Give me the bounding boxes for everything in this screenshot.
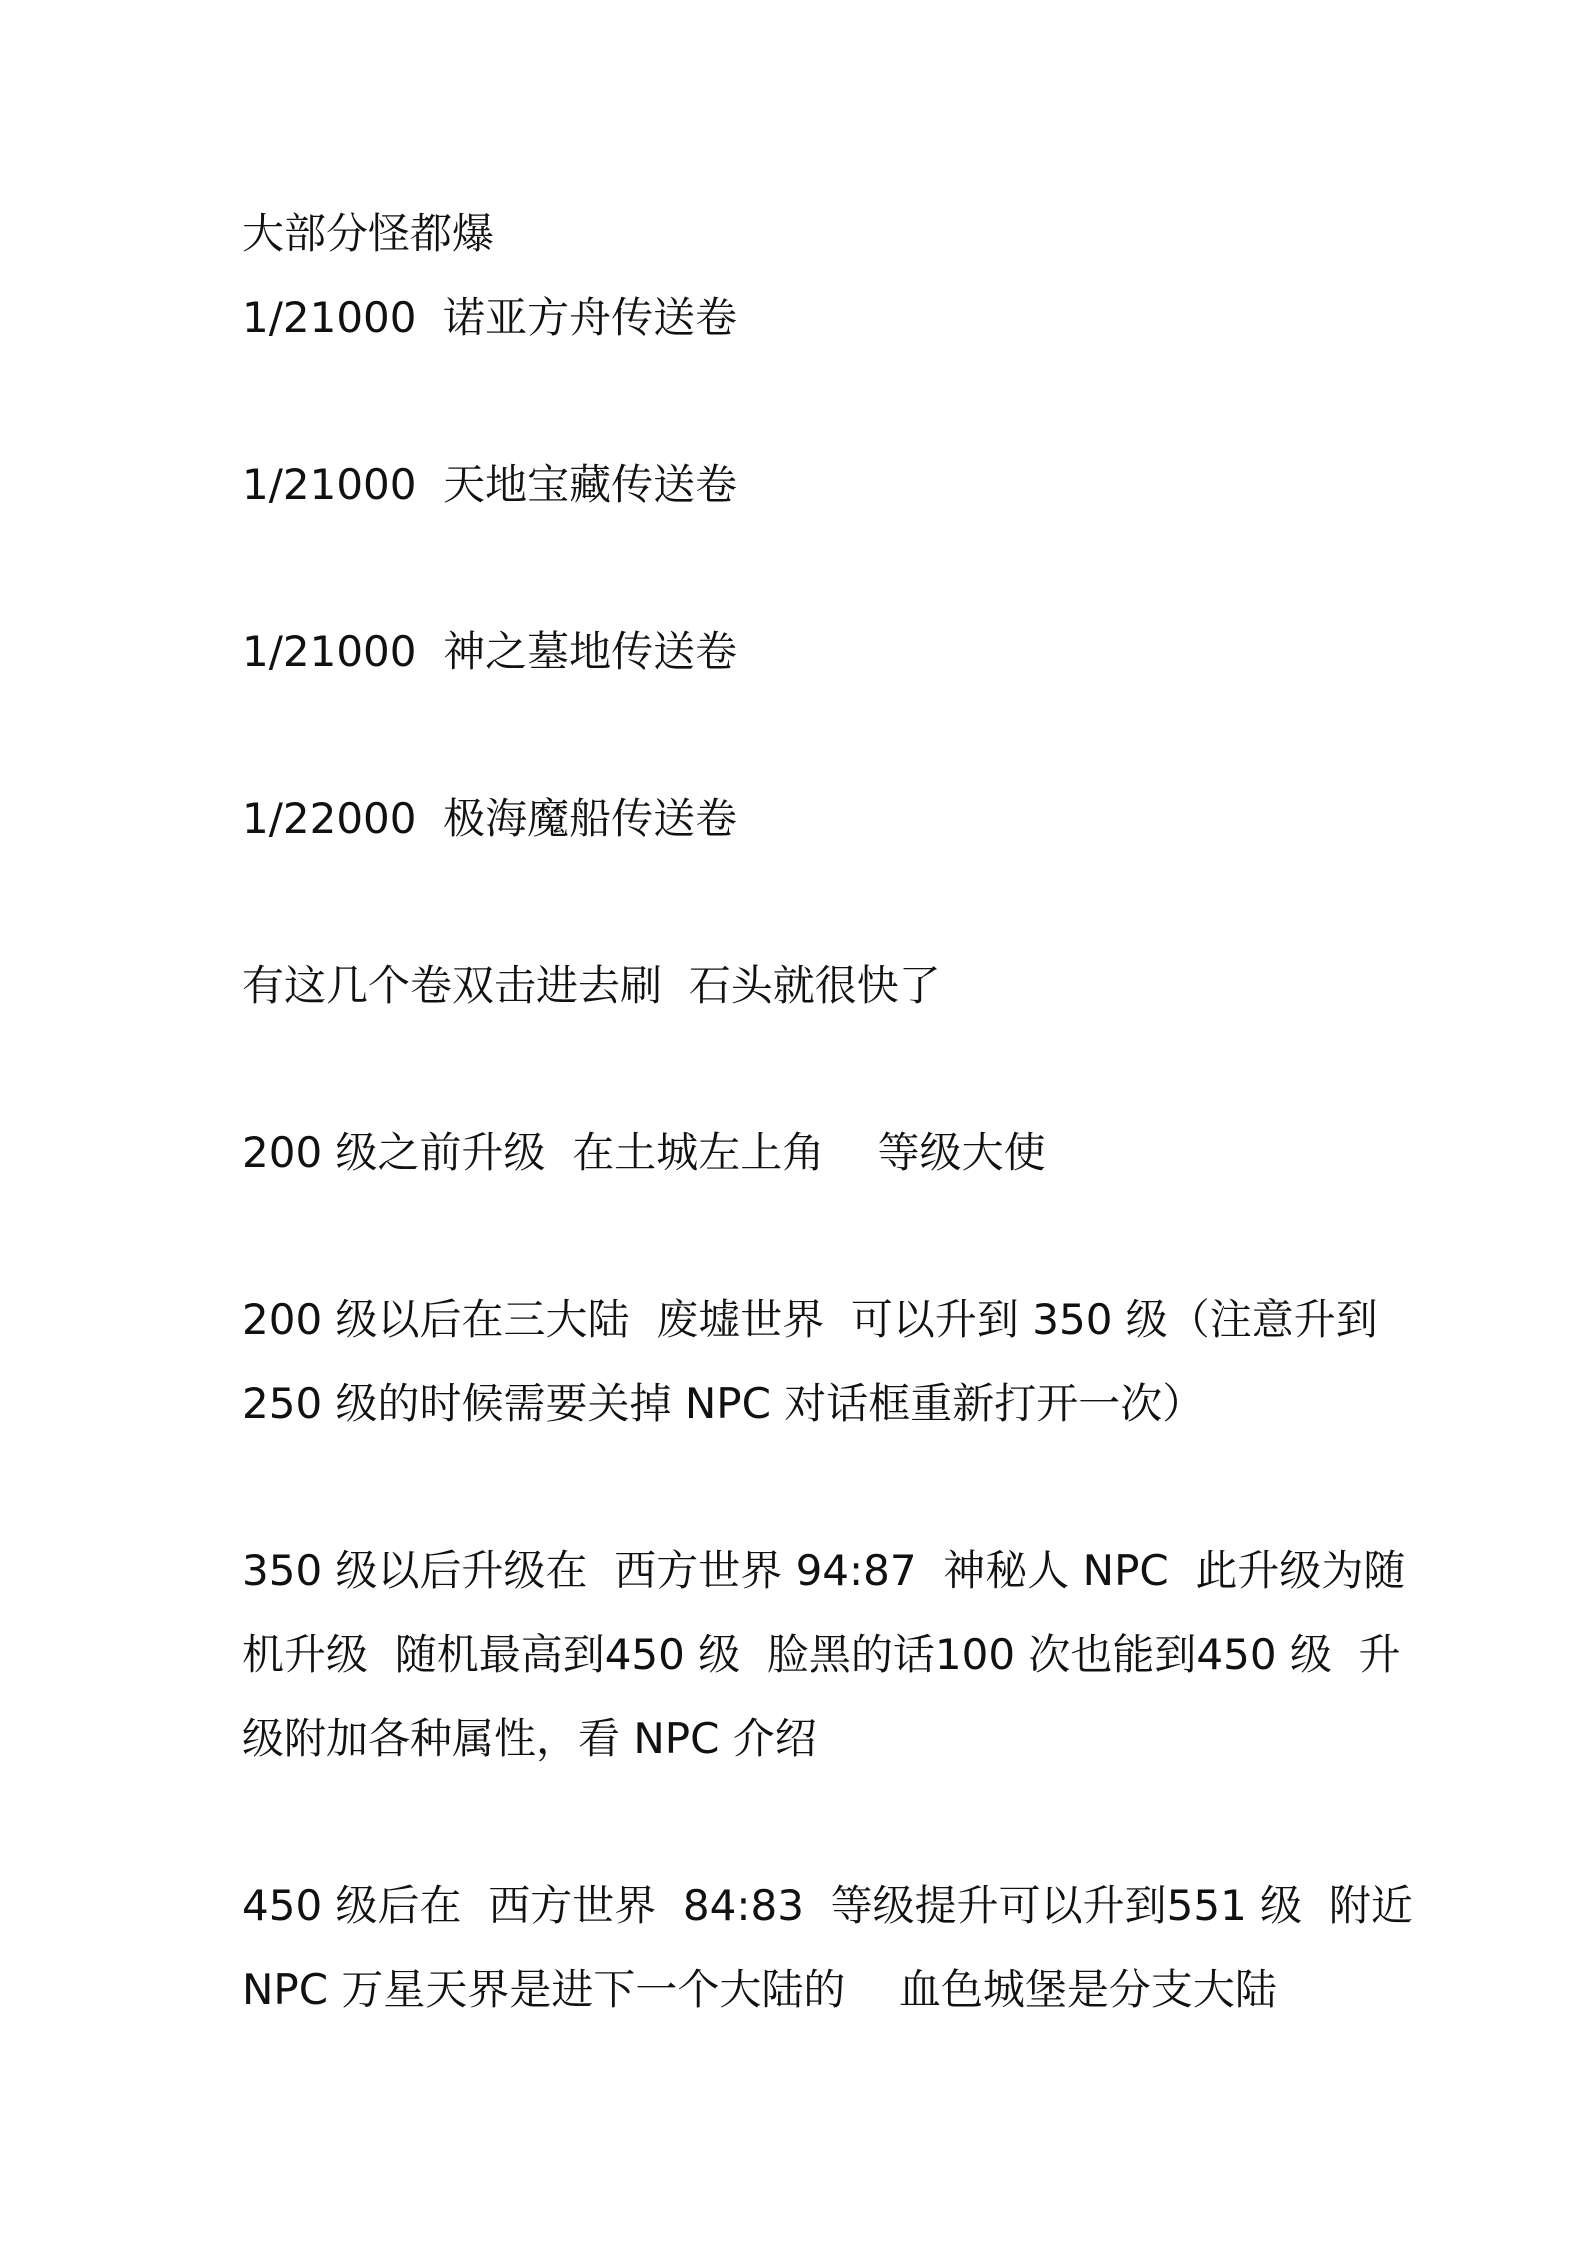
level-450-line-b: 机升级 随机最高到450 级 脸黑的话100 次也能到450 级 升 bbox=[242, 1630, 1401, 1679]
drop-rate-line-1: 1/21000 诺亚方舟传送卷 bbox=[242, 293, 738, 342]
level-551-line-a: 450 级后在 西方世界 84:83 等级提升可以升到551 级 附近 bbox=[242, 1881, 1413, 1930]
drop-rate-line-3: 1/21000 神之墓地传送卷 bbox=[242, 627, 738, 676]
level-551-line-b: NPC 万星天界是进下一个大陆的 血色城堡是分支大陆 bbox=[242, 1965, 1277, 2014]
drop-rate-line-2: 1/21000 天地宝藏传送卷 bbox=[242, 460, 738, 509]
level-200-line: 200 级之前升级 在土城左上角 等级大使 bbox=[242, 1128, 1046, 1177]
intro-line: 大部分怪都爆 bbox=[242, 209, 495, 258]
level-350-line-a: 200 级以后在三大陆 废墟世界 可以升到 350 级（注意升到 bbox=[242, 1295, 1378, 1344]
level-350-line-b: 250 级的时候需要关掉 NPC 对话框重新打开一次） bbox=[242, 1379, 1205, 1428]
scroll-tip-line: 有这几个卷双击进去刷 石头就很快了 bbox=[242, 961, 941, 1010]
drop-rate-line-4: 1/22000 极海魔船传送卷 bbox=[242, 794, 738, 843]
level-450-line-c: 级附加各种属性，看 NPC 介绍 bbox=[242, 1714, 817, 1763]
level-450-line-a: 350 级以后升级在 西方世界 94:87 神秘人 NPC 此升级为随 bbox=[242, 1546, 1406, 1595]
